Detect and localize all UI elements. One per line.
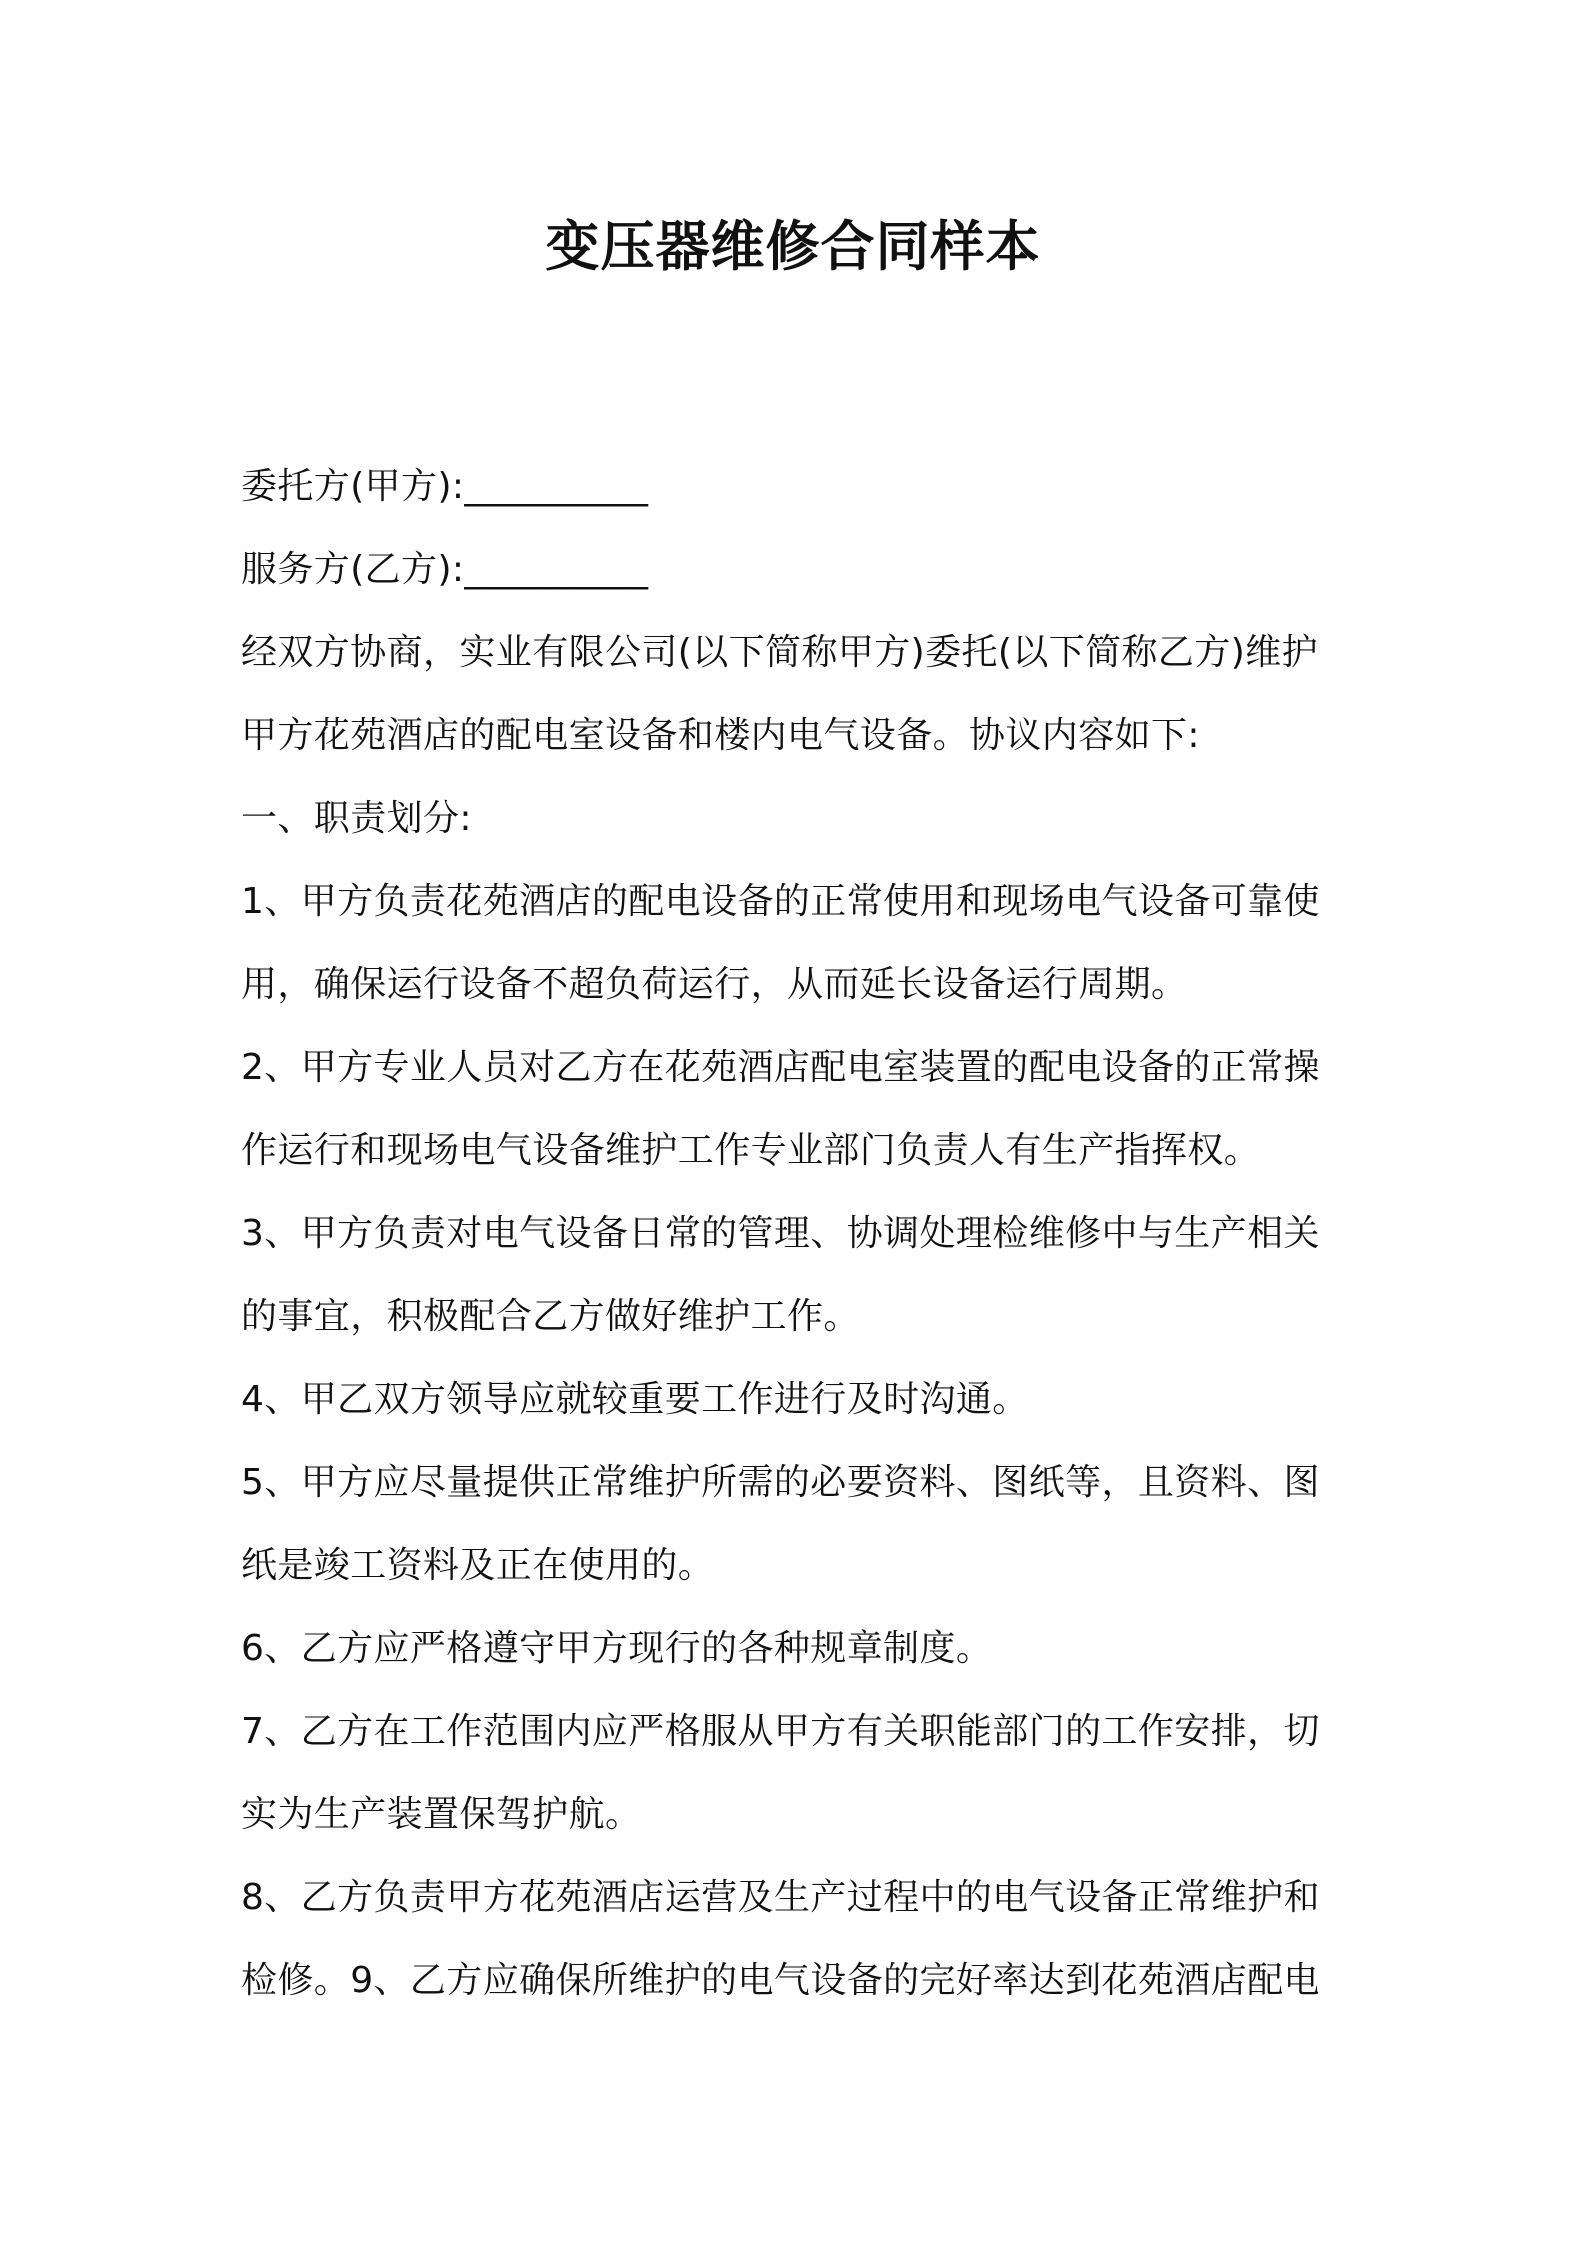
section-heading-responsibilities: 一、职责划分: xyxy=(241,798,472,839)
clause-5-line-2: 纸是竣工资料及正在使用的。 xyxy=(241,1545,715,1586)
clause-5-line-1: 5、甲方应尽量提供正常维护所需的必要资料、图纸等，且资料、图 xyxy=(241,1462,1320,1503)
clause-4-line-1: 4、甲乙双方领导应就较重要工作进行及时沟通。 xyxy=(241,1379,1029,1420)
clause-1-line-1: 1、甲方负责花苑酒店的配电设备的正常使用和现场电气设备可靠使 xyxy=(241,881,1320,922)
document-title: 变压器维修合同样本 xyxy=(545,215,1041,278)
party-b-line: 服务方(乙方):__________ xyxy=(241,549,649,590)
clause-3-line-1: 3、甲方负责对电气设备日常的管理、协调处理检维修中与生产相关 xyxy=(241,1213,1320,1254)
party-a-line: 委托方(甲方):__________ xyxy=(241,466,649,507)
clause-1-line-2: 用，确保运行设备不超负荷运行，从而延长设备运行周期。 xyxy=(241,964,1188,1005)
clause-7-line-2: 实为生产装置保驾护航。 xyxy=(241,1794,642,1835)
clause-8-9-line: 检修。9、乙方应确保所维护的电气设备的完好率达到花苑酒店配电 xyxy=(241,1960,1320,2001)
intro-line-2: 甲方花苑酒店的配电室设备和楼内电气设备。协议内容如下: xyxy=(241,715,1200,756)
clause-2-line-2: 作运行和现场电气设备维护工作专业部门负责人有生产指挥权。 xyxy=(241,1130,1261,1171)
clause-2-line-1: 2、甲方专业人员对乙方在花苑酒店配电室装置的配电设备的正常操 xyxy=(241,1047,1320,1088)
clause-8-line-1: 8、乙方负责甲方花苑酒店运营及生产过程中的电气设备正常维护和 xyxy=(241,1877,1320,1918)
clause-6-line-1: 6、乙方应严格遵守甲方现行的各种规章制度。 xyxy=(241,1628,993,1669)
intro-line-1: 经双方协商，实业有限公司(以下简称甲方)委托(以下简称乙方)维护 xyxy=(241,632,1318,673)
clause-7-line-1: 7、乙方在工作范围内应严格服从甲方有关职能部门的工作安排，切 xyxy=(241,1711,1320,1752)
document-body xyxy=(241,445,1361,2022)
clause-3-line-2: 的事宜，积极配合乙方做好维护工作。 xyxy=(241,1296,860,1337)
